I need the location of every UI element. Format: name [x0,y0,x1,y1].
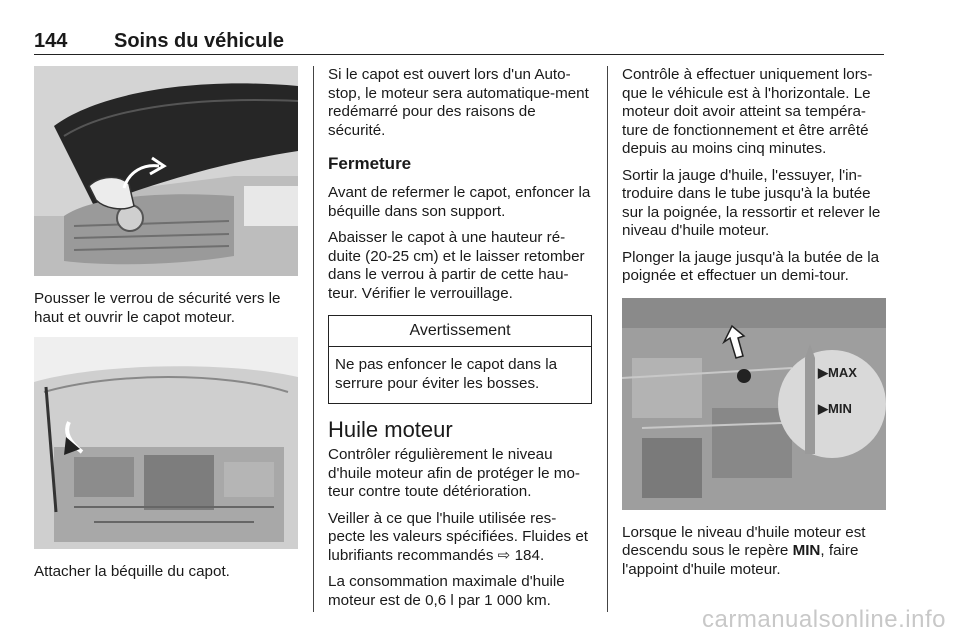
running-title: Soins du véhicule [114,30,285,52]
warning-text: Ne pas enfoncer le capot dans la serrure pour éviter les bosses. [335,356,558,392]
caption-hood-prop: Attacher la béquille du capot. [34,563,230,580]
paragraph-autostop: Si le capot est ouvert lors d'un Auto-stop, le moteur sera automatique-ment redémarré pour des raisons de sécurité. [328,66,589,139]
paragraph-controle: Contrôle à effectuer uniquement lors-que le véhicule est à l'horizontale. Le moteur doit avoir atteint sa tempéra-ture de fonctionnement et être arrêté depuis au moins cinq minutes. [622,66,873,157]
watermark: carmanualsonline.info [702,606,946,633]
paragraph-jauge: Sortir la jauge d'huile, l'essuyer, l'in-troduire dans le tube jusqu'à la butée sur la poignée, la ressortir et relever le niveau d'huile moteur. [622,166,881,239]
paragraph-fermeture-1: Avant de refermer le capot, enfoncer la béquille dans son support. [328,184,591,220]
min-marker-text: MIN [792,542,821,559]
dipstick-max-label: ▶MAX [818,364,857,380]
warning-box [328,315,592,404]
paragraph-plonger: Plonger la jauge jusqu'à la butée de la poignée et effectuer un demi-tour. [622,248,880,284]
warning-title: Avertissement [329,316,591,347]
dipstick-min-label: ▶MIN [818,400,852,416]
hood-release-illustration [34,66,298,276]
dipstick-illustration [622,298,886,510]
column-divider [313,66,314,612]
column-divider [607,66,608,612]
paragraph-fermeture-2: Abaisser le capot à une hauteur ré-duite (20-25 cm) et le laisser retomber dans le verrou à partir de cette hau-teur. Vérifier le verrouillage. [328,229,585,302]
page-number: 144 [34,30,68,52]
caption-hood-release: Pousser le verrou de sécurité vers le haut et ouvrir le capot moteur. [34,290,281,326]
page-header [34,30,884,55]
column-left [34,66,298,590]
column-right [622,66,886,587]
hood-prop-illustration [34,337,298,549]
paragraph-huile-2: Veiller à ce que l'huile utilisée res-pecte les valeurs spécifiées. Fluides et lubrifiants recommandés ⇨ 184. [328,509,589,564]
paragraph-min-level: Lorsque le niveau d'huile moteur est descendu sous le repère MIN, faire l'appoint d'huile moteur. [622,523,866,578]
heading-huile-moteur: Huile moteur [328,417,453,442]
heading-fermeture: Fermeture [328,154,412,173]
paragraph-huile-1: Contrôler régulièrement le niveau d'huile moteur afin de protéger le mo-teur contre toute détérioration. [328,446,580,500]
paragraph-huile-3: La consommation maximale d'huile moteur est de 0,6 l par 1 000 km. [328,573,565,609]
column-middle [328,66,592,618]
